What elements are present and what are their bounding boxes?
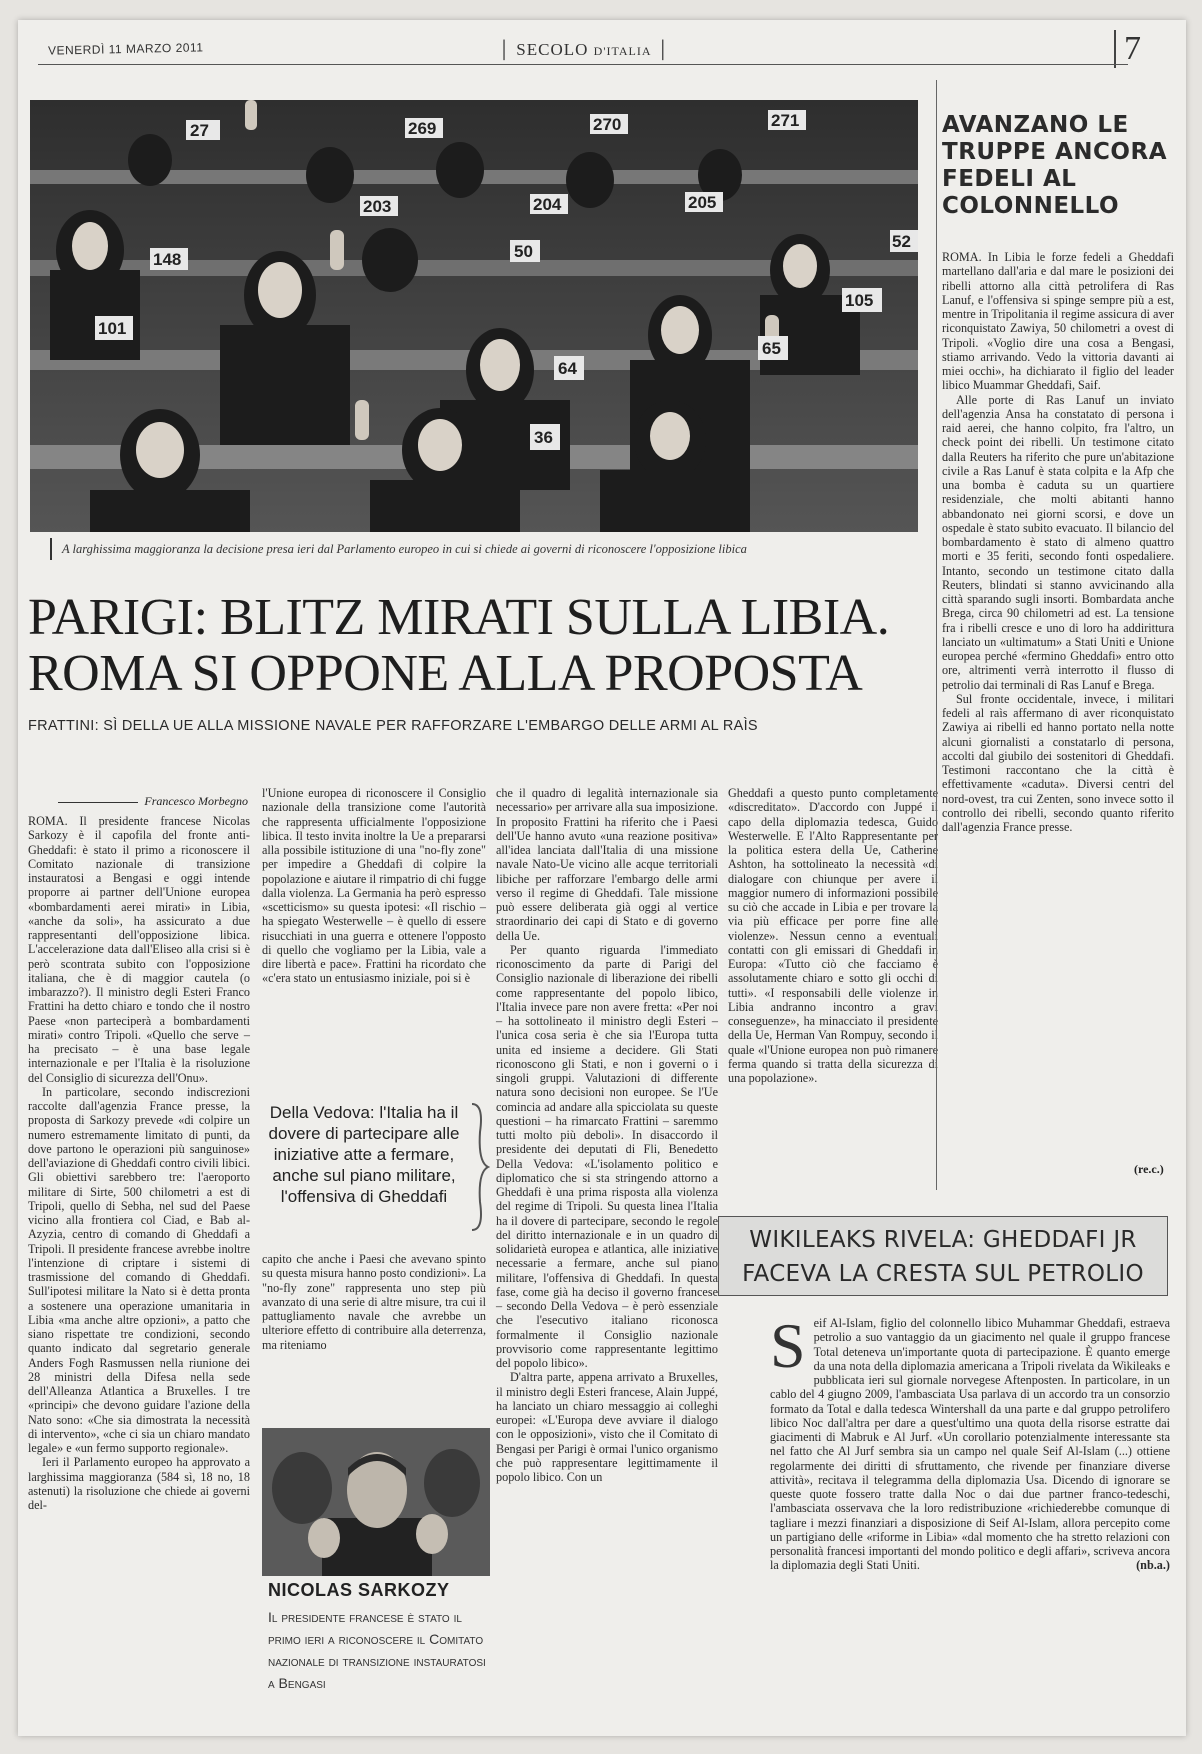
sarkozy-photo (262, 1428, 490, 1576)
article-column-2-bottom (262, 1252, 486, 1352)
seat-number: 64 (558, 359, 577, 378)
wikileaks-signature: (nb.a.) (1136, 1558, 1170, 1573)
headline-line-2: ROMA SI OPPONE ALLA PROPOSTA (28, 645, 863, 702)
seat-number: 270 (593, 115, 622, 134)
paragraph: Gheddafi a questo punto completamente «discreditato». D'accordo con Juppé il capo della diplomazia tedesca, Guido Westerwelle. E l'Alto Rappresentante per la politica estera della Ue, Catherine Ashton, ha sottolineato la necessità «di dialogare con chiunque per avere il maggior numero di informazioni possibile su ciò che accade in Libia e per trovare la via più efficace per porre fine alle violenze». Nessun cenno a eventuali contatti con gli emissari di Gheddafi in Europa: «Tutto ciò che facciamo è assolutamente chiaro e sotto gli occhi di tutti». «I responsabili delle violenze in Libia andranno incontro a gravi conseguenze», ha minacciato il presidente della Ue, Herman Van Rompuy, secondo il quale «l'Unione europea non può rimanere ferma quando si tratta della sicurezza di una popolazione». (728, 786, 938, 1085)
paragraph: In particolare, secondo indiscrezioni raccolte dall'agenzia France presse, la proposta di Sarkozy prevede «di colpire un numero estremamente limitato di punti, da dove partono le operazioni più sanguinose» dell'aviazione di Gheddafi contro civili libici. Gli obiettivi sarebbero tre: l'aeroporto militare di Sirte, 500 chilometri a est di Tripoli, quello di Sebha, nel sud del Paese vicino alla frontiera col Ciad, e Bab al-Azyzia, centro di comando di Gheddafi a Tripoli. Il presidente francese avrebbe inoltre l'intenzione di criptare i sistemi di trasmissione del comando di Gheddafi. Sull'ipotesi militare la Nato si è detta pronta a sostenere una operazione umanitaria in Libia «ma anche altre opzioni», a patto che siano rispettate tre condizioni, secondo quanto indicato dal segretario generale Anders Fogh Rasmussen nella riunione dei 28 ministri della Difesa nella sede dell'Alleanza Atlantica a Bruxelles. I tre «principi» che devono guidare l'azione della Nato sono: «Che sia dimostrata la necessità di intervento», «che ci sia un chiaro mandato legale» e «un fermo supporto regionale». (28, 1084, 250, 1455)
paragraph: Alle porte di Ras Lanuf un inviato dell'agenzia Ansa ha constatato di persona i raid aerei, che hanno colpito, fra l'altro, un check point dei ribelli. Un testimone citato dalla Reuters ha riferito che pure un'abitazione civile a Ras Lanuf è stata colpita e la Afp che una bomba è caduta su un quartiere residenziale, che molti abitanti hanno abbandonato nei giorni scorsi, e dove un ospedale è stato subito evacuato. Il bilancio del bombardamento è stato di almeno quattro morti e 35 feriti, secondo fonti ospedaliere. Intanto, secondo un testimone citato dalla Reuters, blindati si stanno avvicinando alla città sparando sugli insorti. Bombardata anche Brega, circa 90 chilometri ad est. La tensione fra i ribelli cresce e uno di loro ha addirittura lanciato un «ultimatum» a Stati Uniti e Unione europea perché «fermino Gheddafi» entro otto ore, altrimenti verrà interrotto il flusso di petrolio dai terminali di Ras Lanuf e Brega. (942, 392, 1174, 692)
article-column-2-top (262, 786, 486, 986)
subheadline: FRATTINI: SÌ DELLA UE ALLA MISSIONE NAVALE PER RAFFORZARE L'EMBARGO DELLE ARMI AL RAÌS (28, 718, 758, 734)
headline (28, 590, 948, 702)
seat-number: 36 (534, 428, 553, 447)
seat-number: 101 (98, 319, 127, 338)
byline: Francesco Morbegno (38, 794, 248, 809)
masthead-suffix: D'ITALIA (593, 44, 652, 58)
seat-number: 105 (845, 291, 874, 310)
seat-number: 205 (688, 193, 717, 212)
photo-caption: A larghissima maggioranza la decisione presa ieri dal Parlamento europeo in cui si chiede ai governi di riconoscere l'opposizione libica (50, 538, 922, 560)
seat-number: 52 (892, 232, 911, 251)
masthead-name: SECOLO (516, 40, 589, 59)
seat-number: 203 (363, 197, 392, 216)
pull-quote: Della Vedova: l'Italia ha il dovere di partecipare alle iniziative atte a fermare, anche sul piano militare, l'offensiva di Gheddafi (268, 1103, 460, 1206)
pull-quote-brace (470, 1102, 490, 1232)
seat-number: 65 (762, 339, 781, 358)
paragraph: ROMA. Il presidente francese Nicolas Sarkozy è il capofila del fronte anti-Gheddafi: è stato il primo a riconoscere il Comitato nazionale di transizione instauratosi a Bengasi e oggi intende proporre ai partner dell'Unione europea «bombardamenti aerei mirati» in Libia, «anche da soli», ha assicurato a due rappresentanti dell'opposizione libica. L'accelerazione data dall'Eliseo alla crisi si è però scontrata subito con l'opposizione italiana, che è di maggior cautela (o imbarazzo?). Il ministro degli Esteri Franco Frattini ha detto chiaro e tondo che il nostro Paese «non parteciperà a bombardamenti mirati» contro Tripoli. «Quello che serve – ha precisato – è una base legale internazionale e per l'Italia è la risoluzione del Consiglio di sicurezza dell'Onu». (28, 814, 250, 1085)
masthead: │ SECOLO D'ITALIA │ (498, 40, 670, 59)
sarkozy-photo-image (262, 1428, 490, 1576)
seat-number: 148 (153, 250, 182, 269)
paragraph: Per quanto riguarda l'immediato riconoscimento da parte di Parigi del Consiglio nazionale di liberazione dei ribelli come rappresentante del popolo libico, l'Italia invece pare non avere fretta: «Per noi – ha sottolineato il ministro degli Esteri – l'unica cosa seria è che sia l'Europa tutta unita ed insieme a decidere. Gli Stati riconoscono gli Stati, e non i governi o i singoli gruppi. Valutazioni di differente natura sono decisioni non europee. Se l'Ue comincia ad andare alla spicciolata su queste questioni – ha rimarcato Frattini – saremmo tutti molto più deboli». In disaccordo il presidente dei deputati di Fli, Benedetto Della Vedova: «L'isolamento politico e diplomatico che si sta stringendo attorno a Gheddafi è una prima risposta alla violenza del regime di Tripoli. Su questa linea l'Italia ha il dovere di partecipare, secondo le regole del diritto internazionale e in un quadro di solidarietà europea e atlantica, alle iniziative necessarie a fermare, anche sul piano militare, l'offensiva di Gheddafi. In questa fase, come già ha deciso il governo francese – secondo Della Vedova – è però essenziale che l'esecutivo italiano riconosca formalmente il Consiglio nazionale provvisorio come rappresentante legittimo del popolo libico». (496, 942, 718, 1370)
newspaper-page (18, 20, 1186, 1736)
paragraph: Ieri il Parlamento europeo ha approvato a larghissima maggioranza (584 sì, 18 no, 18 astenuti) la risoluzione che chiede ai governi del- (28, 1455, 250, 1512)
paragraph: che il quadro di legalità internazionale sia necessario» per arrivare alla sua imposizione. In proposito Frattini ha riferito che i Paesi dell'Ue hanno avuto «una reazione positiva» all'idea lanciata dall'Italia di una missione navale Nato-Ue vicino alle acque territoriali libiche per rafforzare l'embargo delle armi verso il regime di Gheddafi. Tale missione può essere deliberata già oggi al vertice straordinario dei capi di Stato e di governo della Ue. (496, 786, 718, 943)
wikileaks-title-line-2: FACEVA LA CRESTA SUL PETROLIO (742, 1261, 1144, 1287)
sidebar-body (942, 250, 1174, 834)
wikileaks-body (770, 1310, 1170, 1573)
header-rule (38, 64, 1128, 65)
seat-number: 204 (533, 195, 562, 214)
parliament-photo-image (30, 100, 918, 532)
paragraph: D'altra parte, appena arrivato a Bruxelles, il ministro degli Esteri francese, Alain Juppé, ha lanciato un chiaro messaggio ai colleghi europei: «L'Europa deve avviare il dialogo con le opposizioni», visto che il Comitato di Bengasi per Parigi è ormai l'unico organismo che può rappresentare legittimamente il popolo libico. Con un (496, 1370, 718, 1484)
sidebar-title: AVANZANO LE TRUPPE ANCORA FEDELI AL COLONNELLO (942, 112, 1167, 219)
sidebar-divider (936, 80, 937, 1190)
headline-line-1: PARIGI: BLITZ MIRATI SULLA LIBIA. (28, 589, 890, 646)
wikileaks-text: eif Al-Islam, figlio del colonnello libico Muhammar Gheddafi, estraeva petrolio a suo vantaggio da un giacimento nel quale il gruppo francese Total deteneva un'importante quota di partecipazione. È quanto emerge da una nota della diplomazia americana a Tripoli rivelata da Wikileaks e pubblicata ieri sul giornale norvegese Aftenposten. In particolare, in un cablo del 4 giugno 2009, l'ambasciata Usa parlava di un accordo tra un consorzio formato da Total e dalla tedesca Wintershall da una parte e dal gruppo petrolifero libico Noc dall'altra per dare a quest'ultimo una quota della risorse estratte dai giacimenti di Mabruk e Al Jurf. «Un corollario potenzialmente interessante sta nel fatto che Al Jurf sembra sia un campo nel quale Seif Al-Islam (...) ottiene regolarmente dei diritti di sfruttamento, che rivende per finanziare diverse attività», recitava il telegramma della diplomazia Usa. Dicendo di ignorare se queste quote fossero tratte dalla Noc o dai due partner franco-tedeschi, l'ambasciata osservava che la loro redistribuzione «richiederebbe comunque di tagliare i mezzi finanziari a disposizione di Seif Al-Islam, allora percepito come un partigiano delle «riforme in Libia» «dal momento che ha stretto relazioni con personalità francesi importanti del mondo politico e degli affari», scriveva ancora la diplomazia degli Stati Uniti. (770, 1316, 1170, 1573)
wikileaks-title (718, 1216, 1168, 1296)
paragraph: ROMA. In Libia le forze fedeli a Gheddafi martellano dall'aria e dal mare le posizioni dei ribelli attorno alla città petrolifera di Ras Lanuf, e l'offensiva si spinge sempre più a est, mentre in Tripolitania il regime assicura di aver riconquistato Zawiya, 50 chilometri a ovest di Tripoli. «Voglio dire una cosa a Bengasi, stiamo arrivando. Vedo la vittoria davanti ai miei occhi», ha dichiarato il figlio del leader libico Muammar Gheddafi, Saif. (942, 250, 1174, 393)
article-column-3 (496, 786, 718, 1484)
paragraph: capito che anche i Paesi che avevano spinto su questa misura hanno posto condizioni». La "no-fly zone" rappresenta uno step più avanzato di una serie di altre misure, tra cui il pattugliamento navale che avrebbe un ulteriore effetto di contribuire alla deterrenza, ma riteniamo (262, 1252, 486, 1352)
paragraph: l'Unione europea di riconoscere il Consiglio nazionale della transizione come l'autorità che rappresenta ufficialmente l'opposizione libica. Il testo invita inoltre la Ue a prepararsi alla possibile istituzione di una "no-fly zone" per impedire a Gheddafi di colpire la popolazione e aiutare il rimpatrio di chi fugge dalla violenza. La Germania ha però espresso «scetticismo» su questa ipotesi: «Il rischio – ha spiegato Westerwelle – è quello di essere risucchiati in una guerra e ottenere l'opposto di quello che vogliamo per la Libia, vale a dire libertà e pace». Frattini ha ricordato che «c'era stato un entusiasmo iniziale, poi si è (262, 786, 486, 986)
seat-number: 27 (190, 121, 209, 140)
seat-number: 50 (514, 242, 533, 261)
drop-cap: S (770, 1310, 806, 1381)
seat-number: 269 (408, 119, 437, 138)
paragraph: Sul fronte occidentale, invece, i militari fedeli al raìs affermano di aver riconquistato Zawiya ai ribelli ed hanno portato nella notte alcuni giornalisti a constatarlo di persona, accolti dal giubilo dei sostenitori di Gheddafi. Testimoni raccontano che la città è effettivamente «caduta». Diversi centri del nord-ovest, tra cui Zenten, sono invece sotto il controllo dei ribelli, secondo quanto riferito dall'agenzia France presse. (942, 691, 1174, 834)
page-number: 7 (1114, 30, 1141, 68)
article-column-4 (728, 786, 938, 1085)
sarkozy-name: NICOLAS SARKOZY (268, 1580, 450, 1600)
sarkozy-caption: Il presidente francese è stato il primo ieri a riconoscere il Comitato nazionale di transizione instauratosi a Bengasi (268, 1609, 486, 1691)
issue-date: VENERDÌ 11 MARZO 2011 (47, 40, 204, 58)
article-column-1 (28, 814, 250, 1512)
wikileaks-title-line-1: WIKILEAKS RIVELA: GHEDDAFI JR (749, 1227, 1137, 1253)
parliament-photo (30, 100, 918, 532)
seat-number: 271 (771, 111, 800, 130)
sidebar-signature: (re.c.) (1134, 1162, 1164, 1176)
